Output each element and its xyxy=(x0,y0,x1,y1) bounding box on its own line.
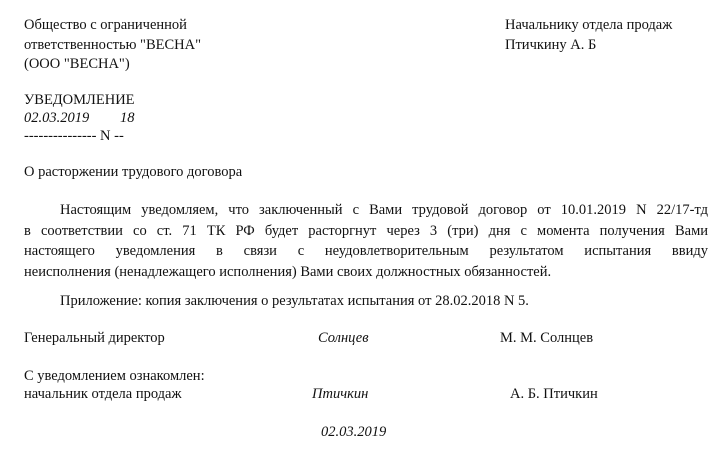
addressee-name: Птичкину А. Б xyxy=(505,37,597,53)
signer-name: М. М. Солнцев xyxy=(500,330,594,346)
addressee-position: Начальнику отдела продаж xyxy=(505,17,673,33)
company-name-line1: Общество с ограниченной xyxy=(24,17,187,33)
acknowledgement-date: 02.03.2019 xyxy=(321,424,387,440)
document-title: УВЕДОМЛЕНИЕ xyxy=(24,92,135,108)
document-number: 18 xyxy=(120,110,135,126)
acknowledged-position: начальник отдела продаж xyxy=(24,386,182,402)
signer-position: Генеральный директор xyxy=(24,330,165,346)
body-line-3: настоящего уведомления в связи с неудовлетворительным результатом испытания ввиду xyxy=(24,243,708,259)
company-short-name: (ООО "ВЕСНА") xyxy=(24,56,130,72)
date-number-line: --------------- N -- xyxy=(24,128,124,144)
subject-line: О расторжении трудового договора xyxy=(24,164,243,180)
notice-body xyxy=(24,200,708,282)
acknowledged-signature: Птичкин xyxy=(312,386,369,402)
body-line-2: в соответствии со ст. 71 ТК РФ будет расторгнут через 3 (три) дня с момента получения Вами xyxy=(24,222,708,239)
acknowledged-name: А. Б. Птичкин xyxy=(510,386,598,402)
body-line-1: Настоящим уведомляем, что заключенный с Вами трудовой договор от 10.01.2019 N 22/17-тд xyxy=(60,202,708,218)
document-date: 02.03.2019 xyxy=(24,110,90,126)
company-name-line2: ответственностью "ВЕСНА" xyxy=(24,37,202,53)
signer-signature: Солнцев xyxy=(318,330,369,346)
attachment-line: Приложение: копия заключения о результатах испытания от 28.02.2018 N 5. xyxy=(60,293,529,309)
body-line-4: неисполнения (ненадлежащего исполнения) Вами своих должностных обязанностей. xyxy=(24,263,552,280)
acknowledgement-heading: С уведомлением ознакомлен: xyxy=(24,368,205,384)
